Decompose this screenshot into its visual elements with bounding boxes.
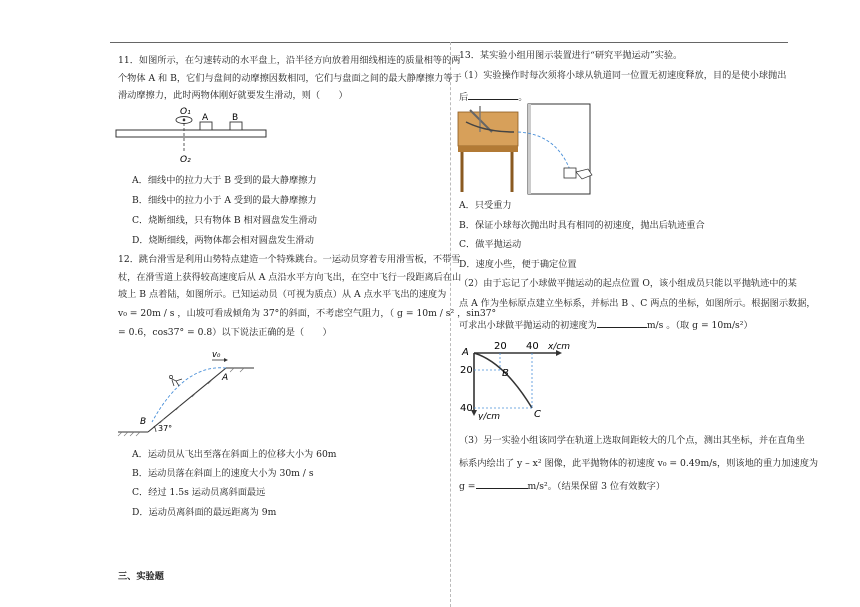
label-b: B [140,417,147,427]
q13-option-a: A．只受重力 [459,200,512,211]
q12-stem-line-1: 12．跳台滑雪是利用山势特点建造一个特殊跳台。一运动员穿着专用滑雪板，不带雪 [118,254,461,265]
q13-part1-line-1: （1）实验操作时每次须将小球从轨道同一位置无初速度释放，目的是使小球抛出 [459,70,787,81]
q12-stem-line-5: = 0.6，cos37° = 0.8）以下说法正确的是（ ） [118,327,332,338]
q12-option-d: D．运动员离斜面的最远距离为 9m [132,507,277,518]
q11-stem-line-1: 11．如图所示，在匀速转动的水平盘上，沿半径方向放着用细线相连的质量相等的两 [118,55,461,66]
answer-blank-2[interactable] [597,319,647,328]
q12-option-a: A．运动员从飞出至落在斜面上的位移大小为 60m [132,449,337,460]
q13-apparatus-figure [456,102,596,196]
section-heading: 三、实验题 [118,571,164,582]
label-b: B [232,113,239,123]
label-b: B [502,368,509,379]
q11-option-a: A．细线中的拉力大于 B 受到的最大静摩擦力 [132,175,317,186]
q13-part3-line-1: （3）另一实验小组该同学在轨道上选取间距较大的几个点，测出其坐标，并在直角坐 [459,435,805,446]
text: m/s²。（结果保留 3 位有效数字） [527,481,666,492]
label-a: A [222,373,229,383]
text: 可求出小球做平抛运动的初速度为 [459,320,597,331]
q13-part2-line-1: （2）由于忘记了小球做平抛运动的起点位置 O，该小组成员只能以平抛轨迹中的某 [459,278,797,289]
text: 后 [459,92,469,103]
label-o1: O₁ [180,107,191,117]
label-origin-a: A [462,347,469,358]
text: g = [459,481,476,492]
q11-option-d: D．烧断细线，两物体都会相对圆盘发生滑动 [132,235,314,246]
q12-stem-line-2: 杖，在滑雪道上获得较高速度后从 A 点沿水平方向飞出，在空中飞行一段距离后在山 [118,272,462,283]
answer-blank-1[interactable] [468,91,518,100]
q13-part3-line-3 [459,480,665,491]
tick-y-20: 20 [460,365,473,376]
label-angle: 37° [158,424,173,433]
x-axis-label: x/cm [548,342,571,352]
q11-stem-line-3: 滑动摩擦力，此时两物体刚好就要发生滑动，则（ ） [118,90,348,101]
q12-stem-line-3: 坡上 B 点着陆，如图所示。已知运动员（可视为质点）从 A 点水平飞出的速度为 [118,289,447,300]
tick-y-40: 40 [460,403,473,414]
text: 。 [518,92,528,103]
q12-stem-line-4: v₀ = 20m / s ，山坡可看成倾角为 37°的斜面，不考虑空气阻力，（ g = 10m / s² ，sin37° [118,308,497,319]
q13-option-c: C．做平抛运动 [459,239,522,250]
label-o2: O₂ [180,155,191,165]
q13-option-d: D．速度小些，便于确定位置 [459,259,577,270]
q11-turntable-figure [112,104,272,166]
column-divider [450,42,451,607]
q13-part2-line-3 [459,319,753,330]
answer-blank-3[interactable] [476,480,528,489]
label-v0: v₀ [212,350,221,360]
q11-option-b: B．细线中的拉力小于 A 受到的最大静摩擦力 [132,195,317,206]
q12-ski-jump-figure [114,350,274,442]
text: m/s 。（取 g = 10m/s²） [646,320,753,331]
tick-x-20: 20 [494,341,507,352]
q13-stem: 13．某实验小组用图示装置进行“研究平抛运动”实验。 [459,50,683,61]
header-rule [110,42,788,43]
q13-coordinate-graph [456,338,586,420]
q13-option-b: B．保证小球每次抛出时具有相同的初速度，抛出后轨迹重合 [459,220,705,231]
q13-part1-line-2 [459,91,527,102]
q13-part3-line-2: 标系内绘出了 y – x² 图像，此平抛物体的初速度 v₀ = 0.49m/s，则该地的重力加速度为 [459,458,819,469]
q11-stem-line-2: 个物体 A 和 B，它们与盘间的动摩擦因数相同，它们与盘面之间的最大静摩擦力等于 [118,73,462,84]
label-c: C [534,409,541,420]
q12-option-c: C．经过 1.5s 运动员离斜面最远 [132,487,266,498]
q13-part2-line-2: 点 A 作为坐标原点建立坐标系，并标出 B 、C 两点的坐标，如图所示。根据图示数据， [459,298,816,309]
q12-option-b: B．运动员落在斜面上的速度大小为 30m / s [132,468,314,479]
q11-option-c: C．烧断细线，只有物体 B 相对圆盘发生滑动 [132,215,317,226]
tick-x-40: 40 [526,341,539,352]
label-a: A [202,113,209,123]
y-axis-label: y/cm [478,412,501,420]
